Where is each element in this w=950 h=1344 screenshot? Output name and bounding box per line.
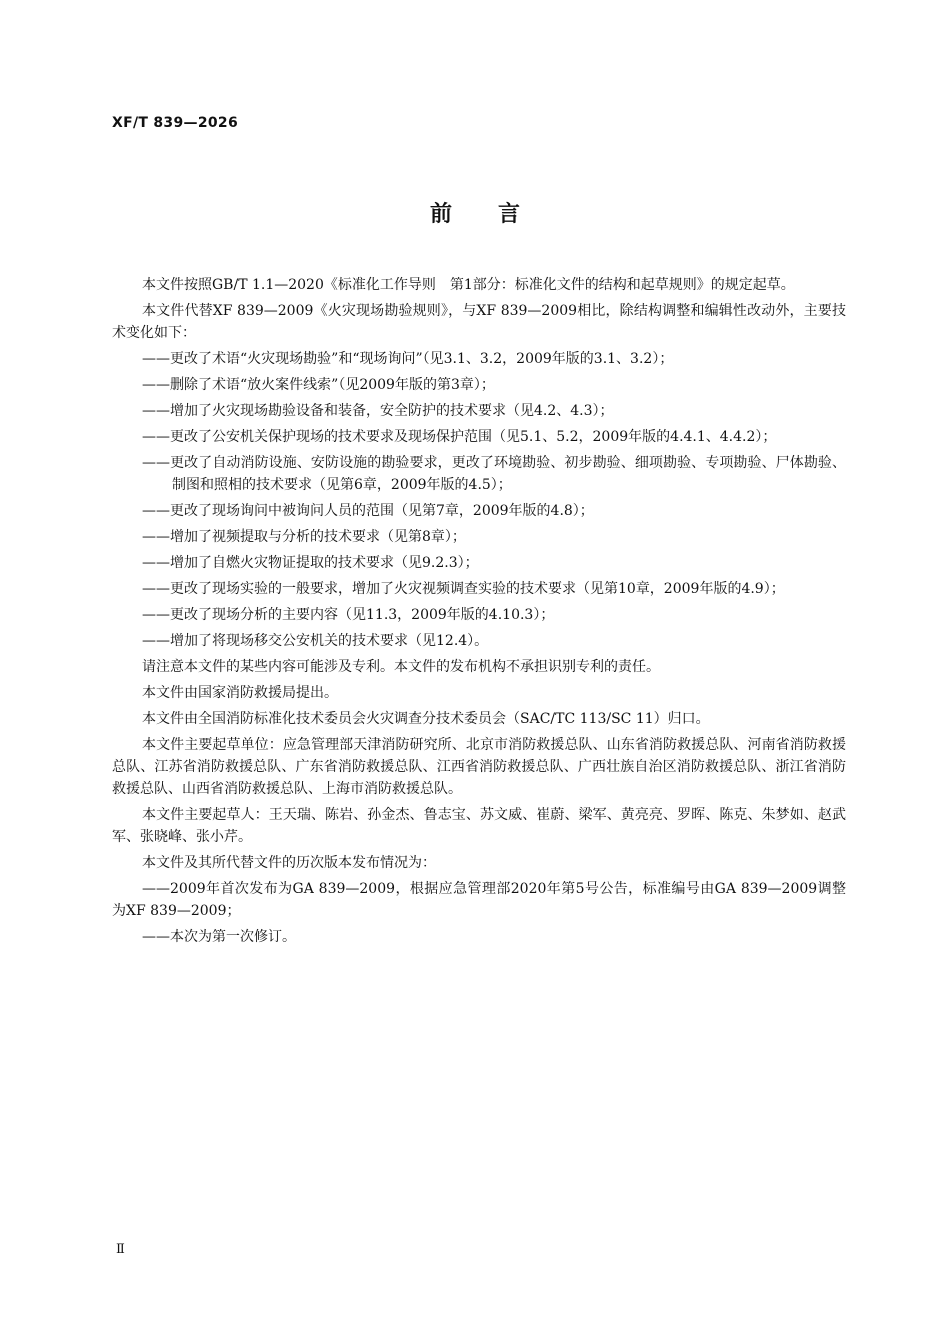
- paragraph-drafters: 本文件主要起草人：王天瑞、陈岩、孙金杰、鲁志宝、苏文威、崔蔚、梁军、黄亮亮、罗晖、陈克、朱梦如、赵武军、张晓峰、张小芹。: [112, 807, 846, 845]
- paragraph-responsible-committee: 本文件由全国消防标准化技术委员会火灾调查分技术委员会（SAC/TC 113/SC 11）归口。: [142, 711, 710, 727]
- title-part-2: 言: [498, 202, 521, 227]
- list-item: ——更改了自动消防设施、安防设施的勘验要求，更改了环境勘验、初步勘验、细项勘验、专项勘验、尸体勘验、制图和照相的技术要求（见第6章，2009年版的4.5）；: [142, 455, 846, 493]
- foreword-body: [112, 274, 846, 952]
- page-title: [0, 197, 950, 228]
- paragraph-drafting-units: 本文件主要起草单位：应急管理部天津消防研究所、北京市消防救援总队、山东省消防救援总队、河南省消防救援总队、江苏省消防救援总队、广东省消防救援总队、江西省消防救援总队、广西壮族自治区消防救援总队、浙江省消防救援总队、山西省消防救援总队、上海市消防救援总队。: [112, 737, 846, 797]
- list-item: ——更改了现场分析的主要内容（见11.3，2009年版的4.10.3）；: [142, 607, 555, 623]
- list-item: ——增加了火灾现场勘验设备和装备，安全防护的技术要求（见4.2、4.3）；: [142, 403, 614, 419]
- list-item: ——增加了自燃火灾物证提取的技术要求（见9.2.3）；: [142, 555, 479, 571]
- history-list: [112, 878, 846, 948]
- paragraph-patent-notice: 请注意本文件的某些内容可能涉及专利。本文件的发布机构不承担识别专利的责任。: [142, 659, 660, 675]
- list-item: ——增加了视频提取与分析的技术要求（见第8章）；: [142, 529, 466, 545]
- list-item: ——更改了现场实验的一般要求，增加了火灾视频调查实验的技术要求（见第10章，2009年版的4.9）；: [142, 581, 785, 597]
- change-list: [112, 348, 846, 652]
- list-item: ——本次为第一次修订。: [142, 929, 296, 945]
- list-item: ——更改了术语“火灾现场勘验”和“现场询问”（见3.1、3.2，2009年版的3.1、3.2）；: [142, 351, 674, 367]
- paragraph-replacement: 本文件代替XF 839—2009《火灾现场勘验规则》，与XF 839—2009相比，除结构调整和编辑性改动外，主要技术变化如下：: [112, 303, 846, 341]
- title-part-1: 前: [429, 202, 452, 227]
- page-number: Ⅱ: [116, 1242, 125, 1257]
- document-code: XF/T 839—2026: [112, 115, 238, 131]
- list-item: ——更改了公安机关保护现场的技术要求及现场保护范围（见5.1、5.2，2009年版的4.4.1、4.4.2）；: [142, 429, 777, 445]
- list-item: ——删除了术语“放火案件线索”（见2009年版的第3章）；: [142, 377, 495, 393]
- paragraph-version-history: 本文件及其所代替文件的历次版本发布情况为：: [142, 855, 436, 871]
- paragraph-drafting-rules: 本文件按照GB/T 1.1—2020《标准化工作导则 第1部分：标准化文件的结构和起草规则》的规定起草。: [142, 277, 795, 293]
- paragraph-proposer: 本文件由国家消防救援局提出。: [142, 685, 338, 701]
- list-item: ——增加了将现场移交公安机关的技术要求（见12.4）。: [142, 633, 489, 649]
- list-item: ——更改了现场询问中被询问人员的范围（见第7章，2009年版的4.8）；: [142, 503, 594, 519]
- list-item: ——2009年首次发布为GA 839—2009，根据应急管理部2020年第5号公告，标准编号由GA 839—2009调整为XF 839—2009；: [112, 881, 846, 919]
